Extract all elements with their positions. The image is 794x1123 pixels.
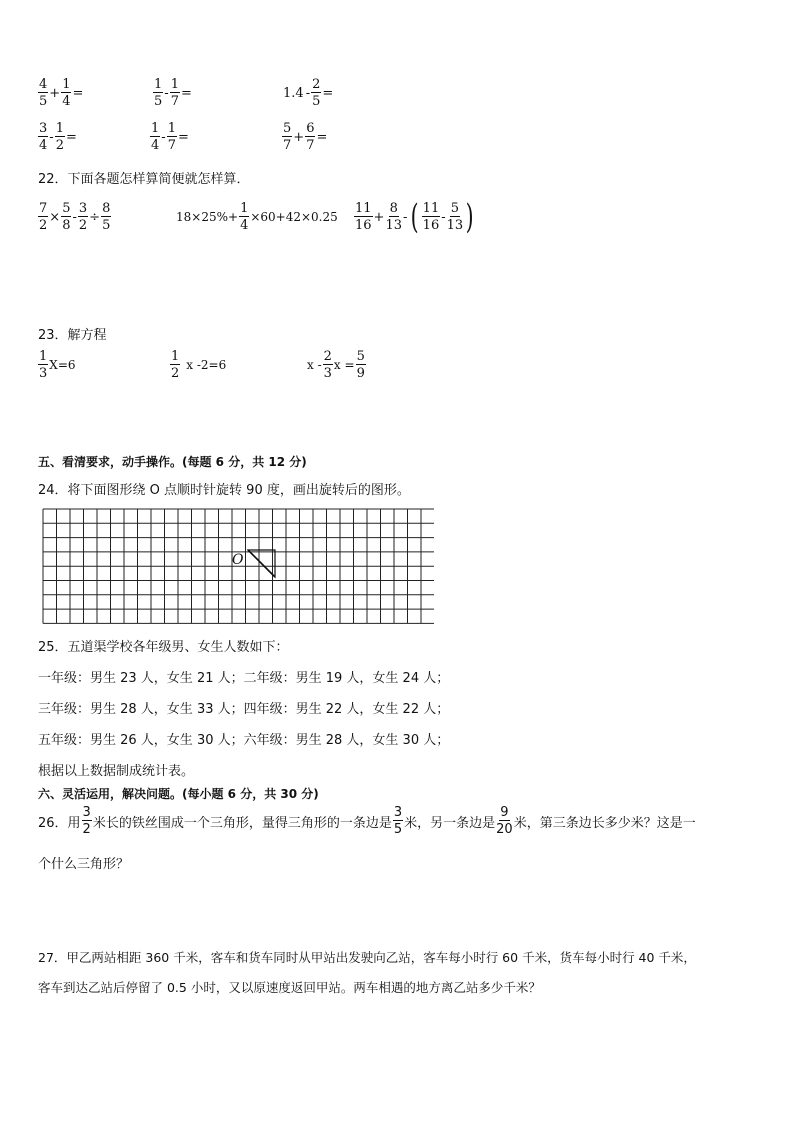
fraction: $\frac{1}{2}$	[55, 121, 64, 153]
fraction: $\frac{5}{7}$	[283, 121, 292, 153]
calc-row1-expr1: $\frac{4}{5}$ + $\frac{1}{4}$ =	[39, 77, 84, 109]
right-triangle-shape	[248, 550, 275, 577]
q25-line-2: 三年级：男生 28 人，女生 33 人；四年级：男生 22 人，女生 22 人；	[38, 702, 450, 717]
calc-row2-expr1: $\frac{3}{4}$ - $\frac{1}{2}$ =	[39, 121, 77, 153]
fraction: $\frac{11}{16}$	[355, 201, 372, 233]
question-27-line-2: 客车到达乙站后停留了 0.5 小时，又以原速度返回甲站。两车相遇的地方离乙站多少千米？	[38, 980, 541, 995]
fraction: $\frac{1}{7}$	[170, 77, 179, 109]
question-26: 26．用 $\frac{3}{2}$ 米长的铁丝围成一个三角形，量得三角形的一条边是 $\frac{3}{5}$ 米，另一条边是 $\frac{9}{20}$ 米，第三条边长多少米？这是一	[38, 805, 696, 837]
calc-row2-expr2: $\frac{1}{4}$ - $\frac{1}{7}$ =	[151, 121, 189, 153]
right-paren: )	[465, 197, 474, 237]
fraction: $\frac{5}{13}$	[446, 201, 464, 233]
fraction: $\frac{6}{7}$	[306, 121, 315, 153]
q23-equation3: x - $\frac{2}{3}$ x = $\frac{5}{9}$	[307, 349, 365, 381]
fraction: $\frac{1}{3}$	[39, 349, 48, 381]
question-25-title: 25．五道渠学校各年级男、女生人数如下：	[38, 640, 289, 655]
fraction: $\frac{1}{4}$	[62, 77, 71, 109]
q25-line-3: 五年级：男生 26 人，女生 30 人；六年级：男生 28 人，女生 30 人；	[38, 733, 450, 748]
fraction: $\frac{2}{3}$	[323, 349, 332, 381]
question-27-line-1: 27．甲乙两站相距 360 千米，客车和货车同时从甲站出发驶向乙站，客车每小时行 60 千米，货车每小时行 40 千米，	[38, 950, 696, 965]
question-23-title: 23．解方程	[38, 328, 107, 343]
fraction: $\frac{9}{20}$	[496, 805, 513, 837]
calc-row1-expr3: 1.4 - $\frac{2}{5}$ =	[283, 77, 334, 109]
left-paren: (	[411, 197, 420, 237]
q25-line-4: 根据以上数据制成统计表。	[38, 764, 195, 779]
fraction: $\frac{2}{5}$	[312, 77, 321, 109]
point-o-label: O	[232, 552, 244, 568]
question-22-title: 22．下面各题怎样算简便就怎样算．	[38, 172, 250, 187]
question-24-title: 24．将下面图形绕 O 点顺时针旋转 90 度，画出旋转后的图形。	[38, 483, 410, 498]
fraction: $\frac{3}{4}$	[39, 121, 48, 153]
fraction: $\frac{7}{2}$	[39, 201, 48, 233]
fraction: $\frac{8}{13}$	[385, 201, 402, 233]
fraction: $\frac{5}{8}$	[62, 201, 71, 233]
square-grid	[42, 508, 434, 628]
q22-expr2: 18×25%+ $\frac{1}{4}$ ×60+42×0.25	[176, 201, 338, 233]
fraction: $\frac{11}{16}$	[422, 201, 440, 233]
fraction: $\frac{3}{5}$	[393, 805, 403, 837]
q23-equation2: $\frac{1}{2}$ x -2=6	[171, 349, 227, 381]
fraction: $\frac{1}{2}$	[171, 349, 180, 381]
q23-equation1: $\frac{1}{3}$ X=6	[39, 349, 76, 381]
question-26-line-2: 个什么三角形？	[38, 857, 130, 872]
fraction: $\frac{3}{2}$	[78, 201, 88, 233]
section-6-heading: 六、灵活运用，解决问题。(每小题 6 分，共 30 分)	[38, 787, 319, 801]
grid-svg	[42, 508, 434, 624]
fraction: $\frac{1}{4}$	[240, 201, 249, 233]
q22-expr3: $\frac{11}{16}$ + $\frac{8}{13}$ - ( $\frac{11}{16}$ - $\frac{5}{13}$ )	[355, 197, 474, 237]
section-5-heading: 五、看清要求，动手操作。(每题 6 分，共 12 分)	[38, 455, 307, 469]
calc-row2-expr3: $\frac{5}{7}$ + $\frac{6}{7}$ =	[283, 121, 328, 153]
fraction: $\frac{1}{4}$	[151, 121, 160, 153]
q25-line-1: 一年级：男生 23 人，女生 21 人；二年级：男生 19 人，女生 24 人；	[38, 671, 450, 686]
fraction: $\frac{3}{2}$	[82, 805, 91, 837]
fraction: $\frac{5}{9}$	[356, 349, 365, 381]
q22-expr1: $\frac{7}{2}$ × $\frac{5}{8}$ - $\frac{3}{2}$ ÷ $\frac{8}{5}$	[39, 201, 111, 233]
fraction: $\frac{8}{5}$	[102, 201, 111, 233]
fraction: $\frac{1}{5}$	[154, 77, 163, 109]
fraction: $\frac{4}{5}$	[39, 77, 48, 109]
calc-row1-expr2: $\frac{1}{5}$ - $\frac{1}{7}$ =	[154, 77, 192, 109]
fraction: $\frac{1}{7}$	[167, 121, 176, 153]
